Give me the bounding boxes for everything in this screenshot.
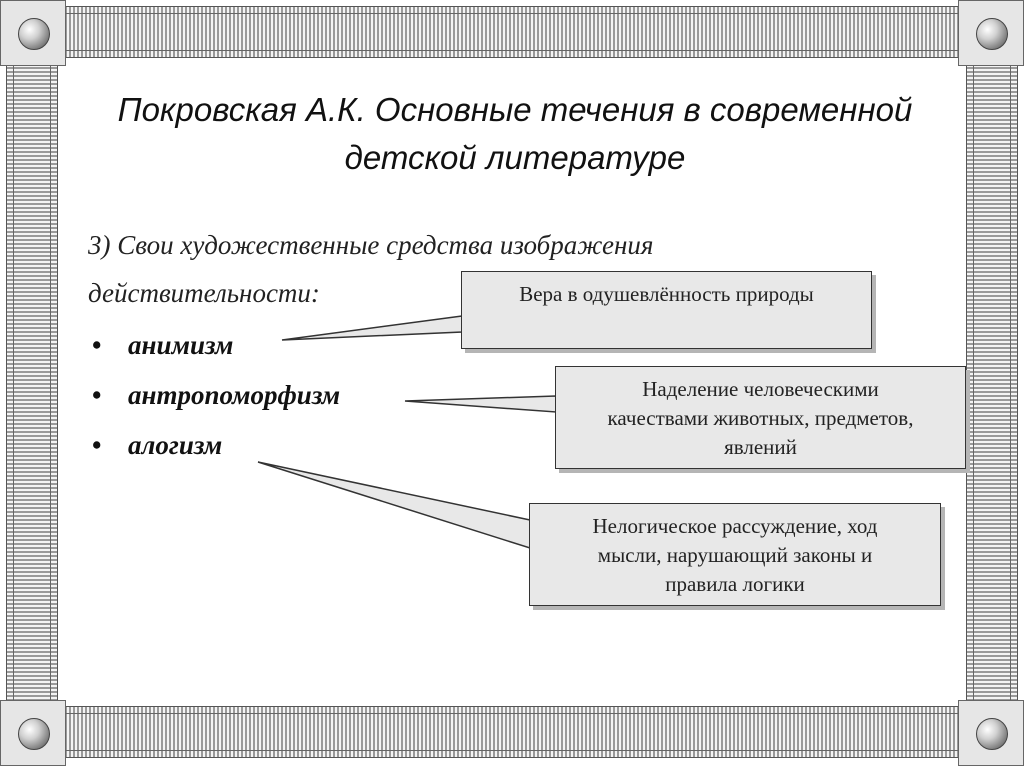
callout-alogism xyxy=(529,503,941,606)
callout-line: мысли, нарушающий законы и xyxy=(597,543,873,567)
callout-line: правила логики xyxy=(665,572,805,596)
bullet-label: алогизм xyxy=(128,430,223,460)
callout-pointer-1 xyxy=(282,316,462,340)
bullet-dot: • xyxy=(92,430,102,460)
bullet-label: антропоморфизм xyxy=(128,380,341,410)
bullet-dot: • xyxy=(92,330,102,360)
bullet-dot: • xyxy=(92,380,102,410)
callout-line: Наделение человеческими xyxy=(642,377,879,401)
bullet-label: анимизм xyxy=(128,330,234,360)
callout-animism xyxy=(461,271,872,349)
callout-line: Нелогическое рассуждение, ход xyxy=(592,514,878,538)
callout-line: качествами животных, предметов, xyxy=(607,406,914,430)
callout-line: Вера в одушевлённость природы xyxy=(519,282,814,306)
callout-line: явлений xyxy=(724,435,797,459)
callout-pointer-2 xyxy=(405,396,556,412)
intro-line-1: 3) Свои художественные средства изображения xyxy=(88,230,654,260)
title-line-2: детской литературе xyxy=(344,139,686,176)
title-line-1: Покровская А.К. Основные течения в современной xyxy=(117,91,913,128)
callout-pointer-3 xyxy=(258,462,530,548)
intro-line-2: действительности: xyxy=(88,278,320,308)
callout-anthropomorphism xyxy=(555,366,966,469)
